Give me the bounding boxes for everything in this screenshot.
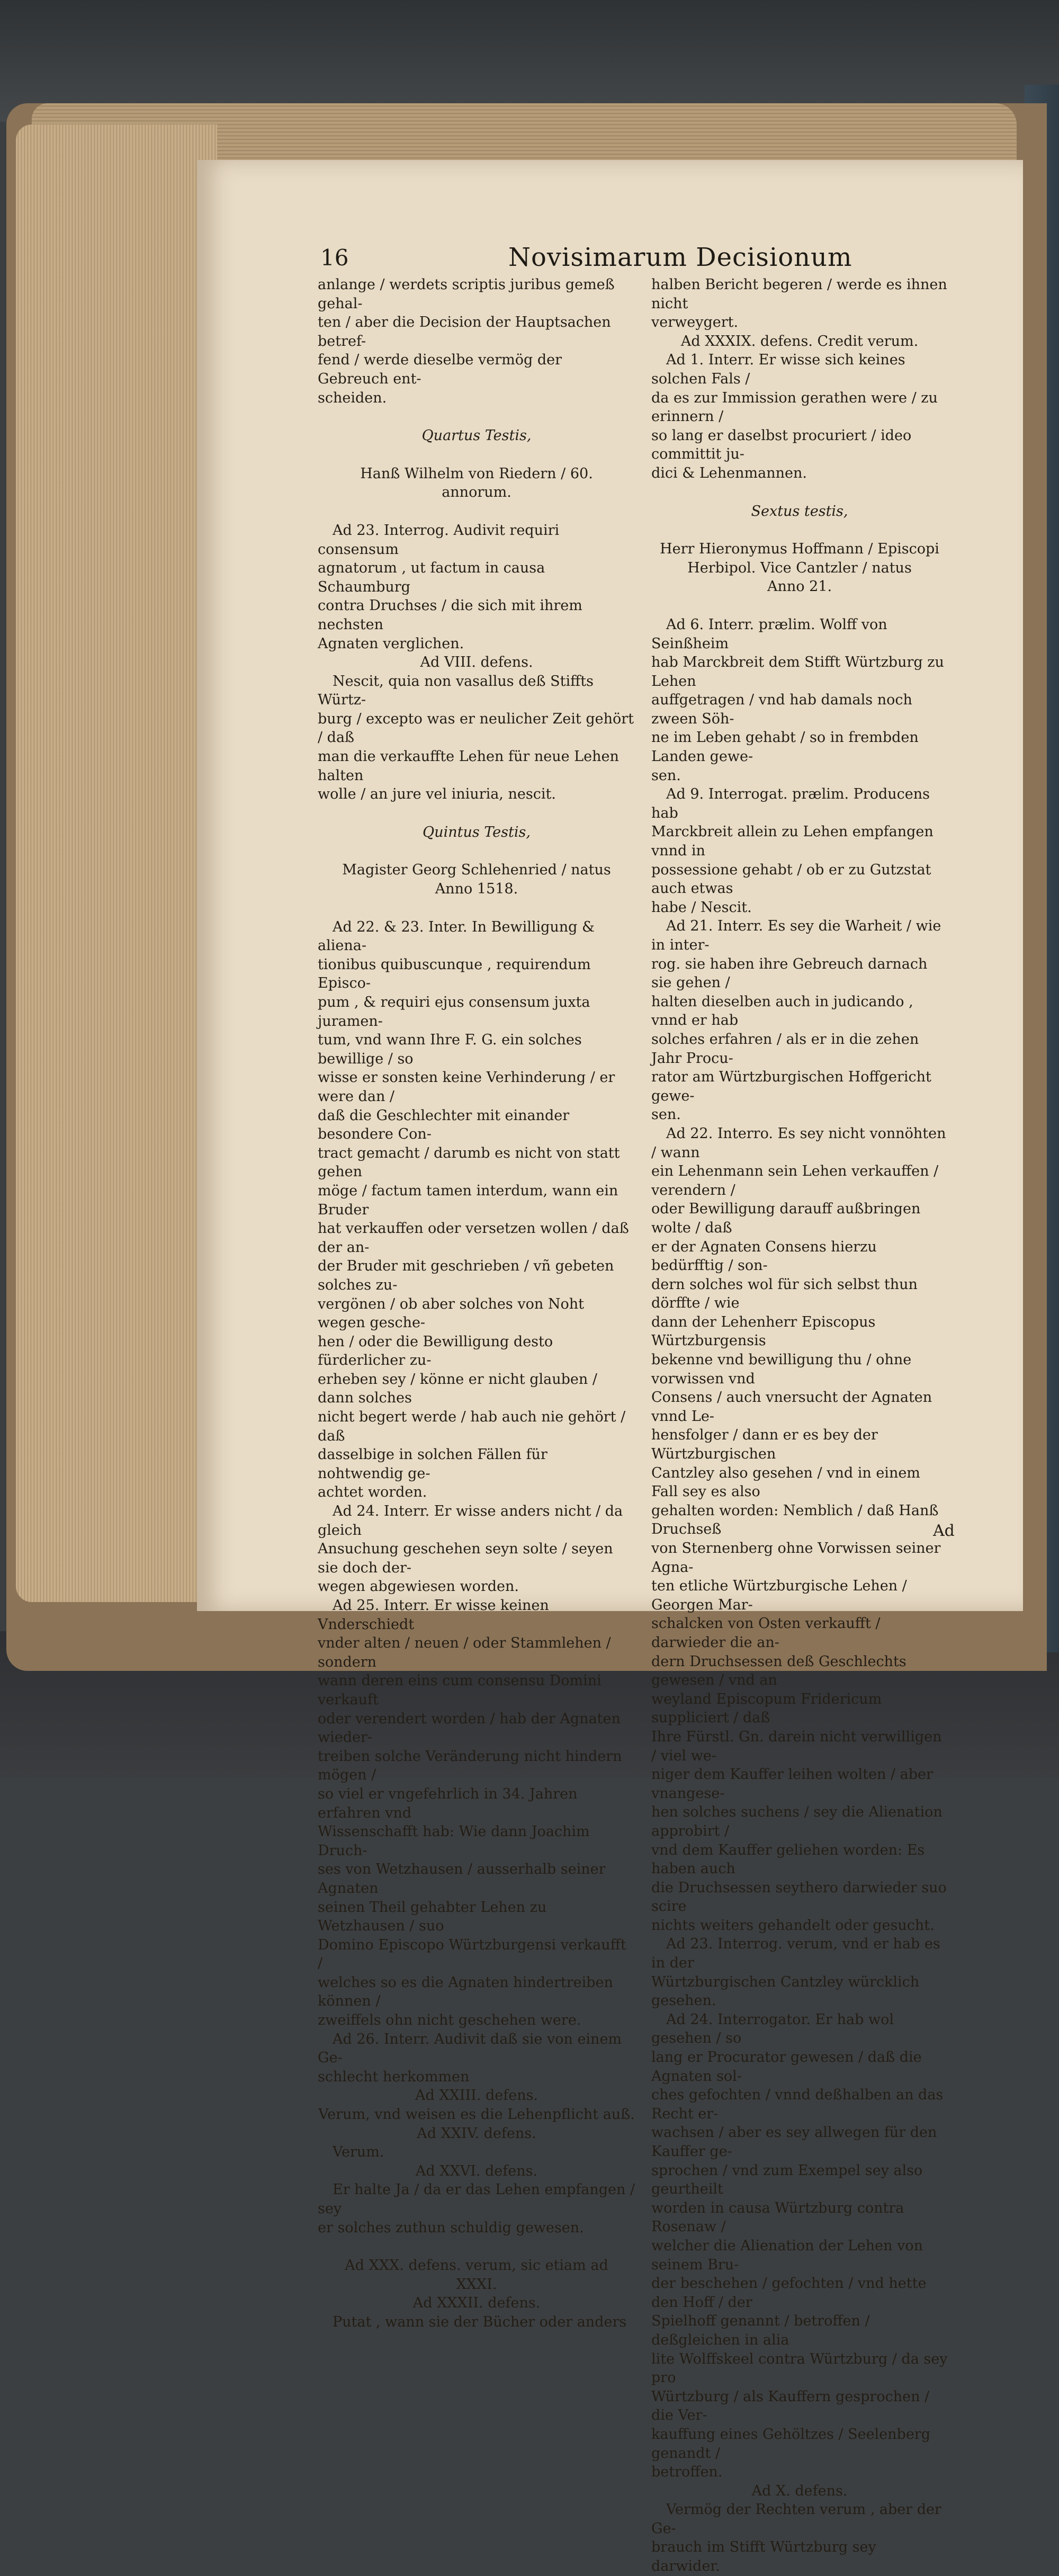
text-line: hen / oder die Bewilligung desto fürderlicher zu- [318, 1333, 553, 1369]
text-line: ses von Wetzhausen / ausserhalb seiner Agnaten [318, 1861, 606, 1897]
left-column [318, 275, 635, 2332]
text-line: schlecht herkommen [318, 2068, 470, 2085]
text-line: ten etliche Würtzburgische Lehen / Georgen Mar- [651, 1578, 907, 1613]
section-heading: Ad VIII. defens. [420, 654, 533, 671]
text-line: dern solches wol für sich selbst thun dörffte / wie [651, 1276, 918, 1312]
text-line: habe / Nescit. [651, 899, 752, 916]
text-line: Ad 1. Interr. Er wisse sich keines solchen Fals / [651, 352, 905, 387]
text-line: möge / factum tamen interdum, wann ein Bruder [318, 1182, 618, 1218]
text-line: tionibus quibuscunque , requirendum Episco- [318, 956, 591, 992]
text-line: da es zur Immission gerathen were / zu erinnern / [651, 389, 938, 425]
text-line: Verum. [333, 2144, 384, 2161]
section-heading: XXXI. [456, 2276, 497, 2293]
text-line: Ad 26. Interr. Audivit daß sie von einem Ge- [318, 2031, 622, 2067]
text-line: ein Lehenmann sein Lehen verkauffen / verendern / [651, 1163, 939, 1198]
text-line: Ad 24. Interrogator. Er hab wol gesehen / so [651, 2011, 894, 2047]
text-line: ches gefochten / vnnd deßhalben an das Recht er- [651, 2087, 944, 2122]
text-line: hen solches suchens / sey die Alienation approbirt / [651, 1804, 943, 1839]
text-line: Ad 22. & 23. Inter. In Bewilligung & aliena- [318, 918, 595, 954]
text-line: sprochen / vnd zum Exempel sey also geurtheilt [651, 2162, 923, 2198]
text-line: dasselbige in solchen Fällen für nohtwendig ge- [318, 1446, 548, 1482]
text-line: daß die Geschlechter mit einander besondere Con- [318, 1107, 570, 1143]
text-line: zweiffels ohn nicht geschehen were. [318, 2012, 581, 2029]
text-line: kauffung eines Gehöltzes / Seelenberg genandt / [651, 2426, 931, 2462]
text-line: bekenne vnd bewilligung thu / ohne vorwissen vnd [651, 1352, 912, 1387]
section-heading: Ad X. defens. [751, 2482, 848, 2499]
text-line: burg / excepto was er neulicher Zeit gehört / daß [318, 710, 634, 746]
section-heading: Ad XXIV. defens. [417, 2125, 536, 2142]
text-line: halben Bericht begeren / werde es ihnen nicht [651, 276, 947, 312]
witness-heading: Quintus Testis, [423, 824, 531, 840]
witness-age: Anno 1518. [435, 881, 518, 898]
text-line: auffgetragen / vnd hab damals noch zween Söh- [651, 692, 912, 727]
text-line: gehalten worden: Nemblich / daß Hanß Druchseß [651, 1502, 939, 1538]
text-line: verweygert. [651, 314, 739, 331]
section-heading: Ad XXIII. defens. [415, 2087, 539, 2104]
text-line: fend / werde dieselbe vermög der Gebreuch ent- [318, 352, 562, 387]
section-heading: Ad XXX. defens. verum, sic etiam ad [345, 2257, 608, 2274]
witness-name: Magister Georg Schlehenried / natus [342, 862, 611, 879]
text-line: lang er Procurator gewesen / daß die Agnaten sol- [651, 2049, 922, 2085]
text-line: wisse er sonsten keine Verhinderung / er were dan / [318, 1069, 615, 1105]
text-line: solches erfahren / als er in die zehen Jahr Procu- [651, 1031, 919, 1067]
catchword: Ad [933, 1522, 955, 1540]
text-line: nicht begert werde / hab auch nie gehört / daß [318, 1409, 626, 1444]
text-line: dann der Lehenherr Episcopus Würtzburgensis [651, 1313, 876, 1349]
witness-name: Herr Hieronymus Hoffmann / Episcopi [660, 541, 939, 558]
text-line: sen. [651, 767, 681, 784]
right-column [651, 275, 948, 2576]
section-heading: Ad XXXII. defens. [412, 2295, 541, 2312]
text-line: Ihre Fürstl. Gn. darein nicht verwilligen / viel we- [651, 1728, 942, 1764]
text-line: Ad 25. Interr. Er wisse keinen Vnderschiedt [318, 1597, 549, 1633]
witness-name: Hanß Wilhelm von Riedern / 60. [360, 465, 593, 482]
witness-age: annorum. [442, 484, 511, 501]
text-line: Putat , wann sie der Bücher oder anders [333, 2313, 627, 2330]
text-line: wachsen / aber es sey allwegen für den Kauffer ge- [651, 2124, 937, 2160]
text-line: Ad 22. Interro. Es sey nicht vonnöhten / wann [651, 1125, 946, 1161]
text-line: vergönen / ob aber solches von Noht wegen gesche- [318, 1295, 584, 1331]
witness-title: Herbipol. Vice Cantzler / natus [687, 559, 912, 576]
text-line: Consens / auch vnersucht der Agnaten vnnd Le- [651, 1389, 932, 1425]
text-line: tum, vnd wann Ihre F. G. ein solches bewillige / so [318, 1032, 582, 1067]
text-line: achtet worden. [318, 1484, 427, 1501]
page-fore-edges [16, 124, 217, 1602]
text-line: rog. sie haben ihre Gebreuch darnach sie gehen / [651, 955, 928, 991]
text-line: Würtzburg / als Kauffern gesprochen / die Ver- [651, 2388, 930, 2424]
text-line: welches so es die Agnaten hindertreiben können / [318, 1974, 613, 2010]
witness-age: Anno 21. [767, 578, 832, 595]
text-line: oder Bewilligung darauff außbringen wolte / daß [651, 1201, 921, 1236]
text-line: Ad 23. Interrog. Audivit requiri consensum [318, 522, 560, 558]
text-line: ten / aber die Decision der Hauptsachen betref- [318, 314, 611, 350]
text-line: sen. [651, 1106, 681, 1123]
text-line: Ad 6. Interr. prælim. Wolff von Seinßheim [651, 616, 887, 652]
text-line: weyland Episcopum Fridericum suppliciert / daß [651, 1690, 882, 1727]
text-line: so viel er vngefehrlich in 34. Jahren erfahren vnd [318, 1785, 578, 1821]
text-line: Ad 24. Interr. Er wisse anders nicht / da gleich [318, 1503, 623, 1539]
text-line: die Druchsessen seythero darwieder suo scire [651, 1879, 947, 1915]
text-line: Spielhoff genannt / betroffen / deßgleichen in alia [651, 2313, 870, 2348]
text-line: seinen Theil gehabter Lehen zu Wetzhausen / suo [318, 1899, 547, 1935]
text-line: hensfolger / dann er es bey der Würtzburgischen [651, 1427, 878, 1463]
text-line: wolle / an jure vel iniuria, nescit. [318, 786, 556, 803]
text-line: Würtzburgischen Cantzley würcklich gesehen. [651, 1973, 920, 2009]
text-line: contra Druchses / die sich mit ihrem nechsten [318, 597, 582, 633]
text-line: halten dieselben auch in judicando , vnnd er hab [651, 993, 913, 1029]
text-line: agnatorum , ut factum in causa Schaumburg [318, 560, 545, 595]
witness-heading: Quartus Testis, [421, 427, 532, 444]
text-line: so lang er daselbst procuriert / ideo committit ju- [651, 427, 912, 463]
text-line: der Bruder mit geschrieben / vñ gebeten solches zu- [318, 1258, 614, 1293]
text-line: lite Wolffskeel contra Würtzburg / da sey pro [651, 2350, 948, 2386]
text-line: Ad 21. Interr. Es sey die Warheit / wie in inter- [651, 918, 941, 953]
text-line: Verum, vnd weisen es die Lehenpflicht auß. [318, 2106, 635, 2123]
text-line: er der Agnaten Consens hierzu bedürfftig / son- [651, 1238, 877, 1274]
text-line: ne im Leben gehabt / so in frembden Landen gewe- [651, 729, 919, 765]
text-line: pum , & requiri ejus consensum juxta juramen- [318, 994, 590, 1030]
witness-heading: Sextus testis, [751, 503, 848, 520]
text-line: possessione gehabt / ob er zu Gutzstat auch etwas [651, 861, 931, 897]
text-line: brauch im Stifft Würtzburg sey darwider. [651, 2539, 876, 2575]
text-line: Nescit, quia non vasallus deß Stiffts Würtz- [318, 673, 594, 709]
text-line: Ad 23. Interrog. verum, vnd er hab es in der [651, 1936, 940, 1972]
text-line: treiben solche Veränderung nicht hindern mögen / [318, 1748, 622, 1784]
text-line: oder verendert worden / hab der Agnaten wieder- [318, 1710, 621, 1746]
text-line: von Sternenberg ohne Vorwissen seiner Agna- [651, 1540, 941, 1576]
text-line: hab Marckbreit dem Stifft Würtzburg zu Lehen [651, 654, 944, 690]
text-line: Marckbreit allein zu Lehen empfangen vnnd in [651, 824, 934, 860]
text-line: rator am Würtzburgischen Hoffgericht gewe- [651, 1069, 931, 1104]
text-line: Ansuchung geschehen seyn solte / seyen sie doch der- [318, 1541, 613, 1576]
text-line: wegen abgewiesen worden. [318, 1578, 519, 1595]
page-number: 16 [320, 245, 349, 271]
text-line: Er halte Ja / da er das Lehen empfangen / sey [318, 2181, 635, 2217]
text-line: der beschehen / gefochten / vnd hette den Hoff / der [651, 2275, 927, 2311]
text-line: tract gemacht / darumb es nicht von statt gehen [318, 1144, 620, 1180]
text-line: anlange / werdets scriptis juribus gemeß gehal- [318, 276, 615, 312]
text-line: man die verkauffte Lehen für neue Lehen halten [318, 748, 619, 784]
text-line: wann deren eins cum consensu Domini verkauft [318, 1672, 602, 1708]
text-line: vnder alten / neuen / oder Stammlehen / sondern [318, 1635, 611, 1670]
text-line: Wissenschafft hab: Wie dann Joachim Druch- [318, 1823, 590, 1859]
text-line: dern Druchsessen deß Geschlechts gewesen / vnd an [651, 1653, 907, 1689]
section-heading: Ad XXXIX. defens. Credit verum. [680, 333, 919, 350]
text-line: vnd dem Kauffer geliehen worden: Es haben auch [651, 1841, 925, 1877]
text-line: betroffen. [651, 2464, 723, 2481]
running-title: Novisimarum Decisionum [508, 243, 852, 272]
text-line: welcher die Alienation der Lehen von seinem Bru- [651, 2237, 923, 2273]
text-line: hat verkauffen oder versetzen wollen / daß der an- [318, 1220, 629, 1256]
text-line: Ad 9. Interrogat. prælim. Producens hab [651, 786, 930, 821]
text-line: nichts weiters gehandelt oder gesucht. [651, 1917, 935, 1934]
text-line: niger dem Kauffer leihen wolten / aber vnangese- [651, 1766, 933, 1802]
text-line: Agnaten verglichen. [318, 635, 464, 652]
text-line: Domino Episcopo Würtzburgensi verkaufft / [318, 1936, 626, 1972]
section-heading: Ad XXVI. defens. [415, 2162, 538, 2179]
text-line: er solches zuthun schuldig gewesen. [318, 2219, 584, 2236]
text-line: Cantzley also gesehen / vnd in einem Fall sey es also [651, 1464, 920, 1500]
text-line: Vermög der Rechten verum , aber der Ge- [651, 2501, 941, 2537]
text-line: scheiden. [318, 389, 387, 406]
text-line: dici & Lehenmannen. [651, 464, 807, 481]
text-line: erheben sey / könne er nicht glauben / dann solches [318, 1371, 597, 1407]
text-line: schalcken von Osten verkaufft / darwieder die an- [651, 1615, 881, 1651]
text-line: worden in causa Würtzburg contra Rosenaw / [651, 2199, 904, 2235]
